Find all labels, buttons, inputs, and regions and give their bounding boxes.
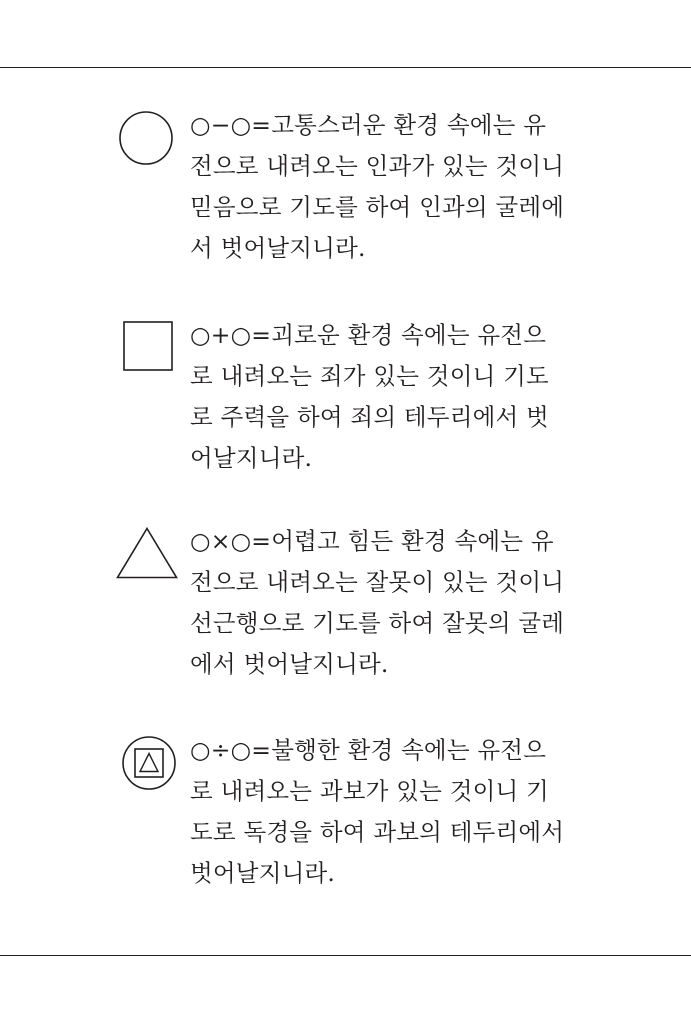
triangle-icon bbox=[116, 527, 178, 579]
text-line: 전으로 내려오는 잘못이 있는 것이니 bbox=[190, 568, 565, 596]
text-line: 벗어날지니라. bbox=[190, 859, 336, 887]
top-rule bbox=[0, 67, 691, 68]
entry-text bbox=[190, 315, 610, 479]
text-line: 서 벗어날지니라. bbox=[190, 234, 366, 262]
circle-square-triangle-icon bbox=[121, 735, 177, 791]
text-line: 전으로 내려오는 인과가 있는 것이니 bbox=[190, 152, 565, 180]
text-line: ○×○=어렵고 힘든 환경 속에는 유 bbox=[190, 527, 554, 555]
text-line: 로 주력을 하여 죄의 테두리에서 벗 bbox=[190, 403, 549, 431]
text-line: 선근행으로 기도를 하여 잘못의 굴레 bbox=[190, 609, 565, 637]
text-line: ○−○=고통스러운 환경 속에는 유 bbox=[190, 111, 547, 139]
entry-text bbox=[190, 730, 610, 894]
text-line: 로 내려오는 과보가 있는 것이니 기 bbox=[190, 777, 549, 805]
text-line: 도로 독경을 하여 과보의 테두리에서 bbox=[190, 818, 565, 846]
text-line: 에서 벗어날지니라. bbox=[190, 650, 389, 678]
bottom-rule bbox=[0, 955, 691, 956]
entry-text bbox=[190, 105, 610, 269]
entry-text bbox=[190, 521, 610, 685]
text-line: 믿음으로 기도를 하여 인과의 굴레에 bbox=[190, 193, 565, 221]
text-line: 로 내려오는 죄가 있는 것이니 기도 bbox=[190, 362, 549, 390]
text-line: ○+○=괴로운 환경 속에는 유전으 bbox=[190, 321, 547, 349]
square-icon bbox=[123, 321, 173, 371]
text-line: ○÷○=불행한 환경 속에는 유전으 bbox=[190, 736, 547, 764]
circle-icon bbox=[118, 110, 174, 166]
text-line: 어날지니라. bbox=[190, 444, 313, 472]
